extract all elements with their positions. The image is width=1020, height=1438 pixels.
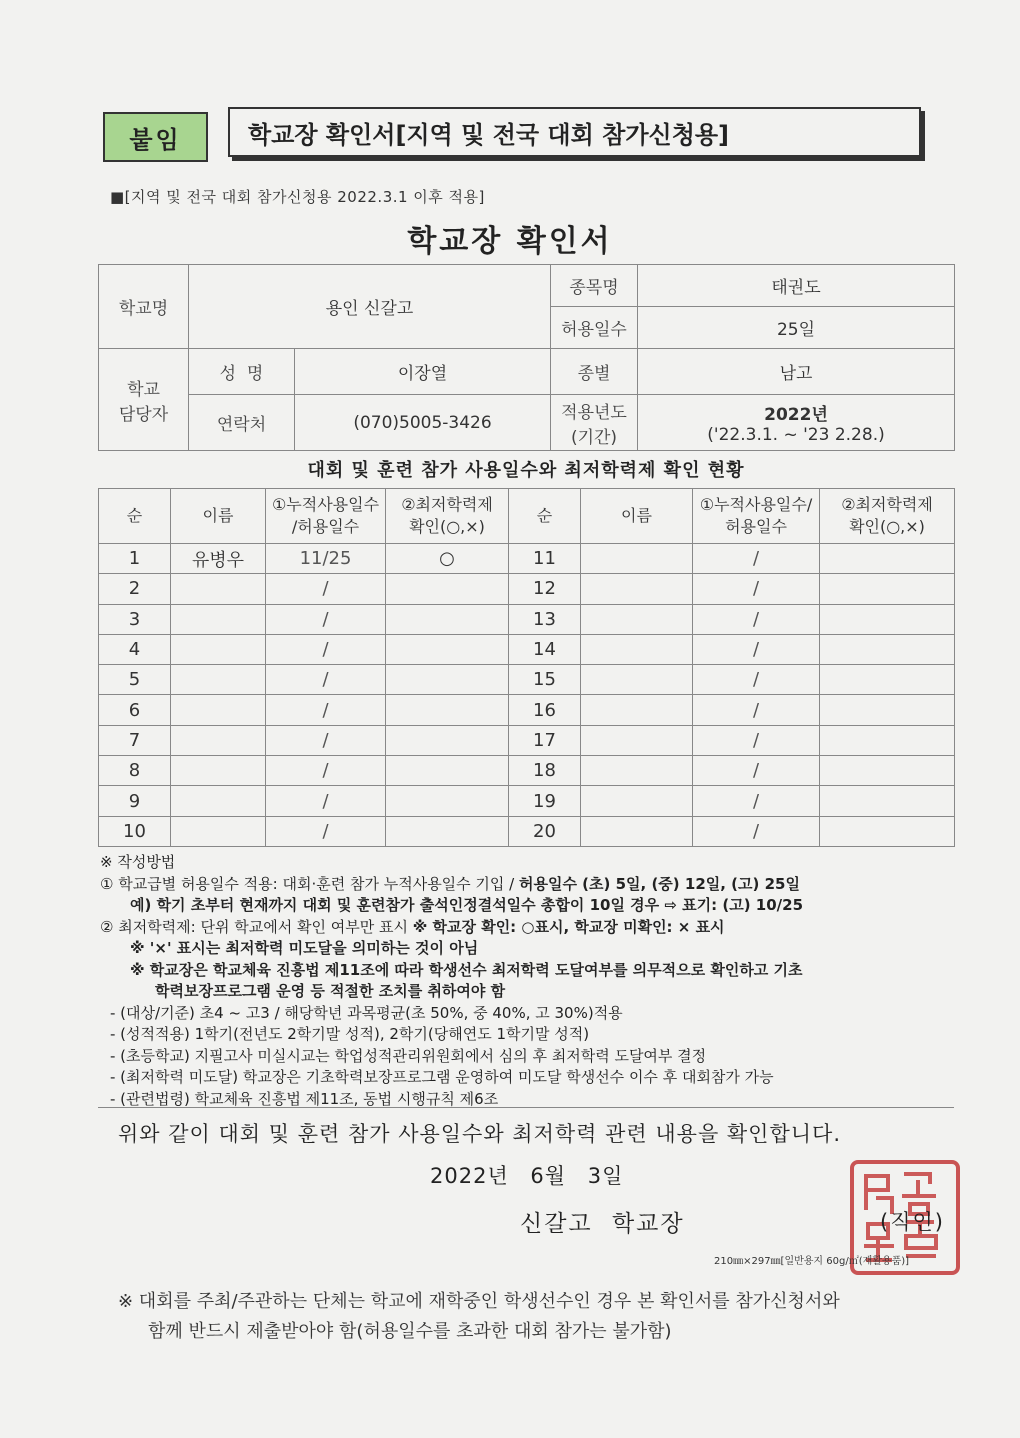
row-days: / bbox=[266, 695, 386, 725]
col-no-header-right: 순 bbox=[509, 489, 581, 544]
name-value: 이장열 bbox=[295, 349, 551, 395]
row-min-check bbox=[386, 574, 509, 604]
note-2 bbox=[100, 917, 960, 939]
row-number: 14 bbox=[509, 634, 581, 664]
col-min-header-right-line1: ②최저학력제 bbox=[841, 495, 933, 515]
col-days-header-right-line1: ①누적사용일수/ bbox=[699, 495, 813, 515]
row-name bbox=[171, 725, 266, 755]
col-days-header-right bbox=[693, 489, 820, 544]
allowed-days-value: 25일 bbox=[638, 307, 955, 349]
manager-label-line1: 학교 bbox=[127, 379, 160, 400]
divider bbox=[98, 1107, 954, 1108]
table-row bbox=[99, 725, 955, 755]
row-number: 3 bbox=[99, 604, 171, 634]
row-number: 18 bbox=[509, 756, 581, 786]
table-row bbox=[99, 604, 955, 634]
submission-note bbox=[118, 1287, 948, 1347]
row-name bbox=[171, 816, 266, 846]
allowed-days-label: 허용일수 bbox=[551, 307, 638, 349]
period-value bbox=[638, 395, 955, 451]
row-min-check bbox=[386, 725, 509, 755]
row-days: / bbox=[693, 756, 820, 786]
row-number: 17 bbox=[509, 725, 581, 755]
table-row bbox=[99, 574, 955, 604]
row-name bbox=[581, 665, 693, 695]
name-label: 성 명 bbox=[189, 349, 295, 395]
table-row bbox=[99, 544, 955, 574]
row-number: 5 bbox=[99, 665, 171, 695]
table-row bbox=[99, 634, 955, 664]
row-number: 20 bbox=[509, 816, 581, 846]
col-days-header-right-line2: 허용일수 bbox=[725, 517, 787, 536]
manager-label-line2: 담당자 bbox=[118, 404, 169, 425]
row-min-check bbox=[820, 695, 955, 725]
row-min-check bbox=[820, 816, 955, 846]
col-min-header-line2: 확인(○,×) bbox=[409, 517, 485, 536]
instructions bbox=[100, 852, 960, 1110]
period-range: ('22.3.1. ~ '23 2.28.) bbox=[707, 425, 885, 445]
row-number: 19 bbox=[509, 786, 581, 816]
row-min-check: ○ bbox=[386, 544, 509, 574]
seal-mark: (직인) bbox=[880, 1210, 945, 1234]
school-name-value: 용인 신갈고 bbox=[189, 265, 551, 349]
row-name bbox=[171, 604, 266, 634]
row-min-check bbox=[820, 665, 955, 695]
contact-label: 연락처 bbox=[189, 395, 295, 451]
row-number: 16 bbox=[509, 695, 581, 725]
school-info-table bbox=[98, 264, 955, 451]
col-no-header: 순 bbox=[99, 489, 171, 544]
table-row bbox=[99, 756, 955, 786]
note-1-text: ① 학교급별 허용일수 적용: 대회·훈련 참가 누적사용일수 기입 / bbox=[100, 874, 519, 893]
detail-2: - (성적적용) 1학기(전년도 2학기말 성적), 2학기(당해연도 1학기말 성적) bbox=[110, 1025, 590, 1043]
row-number: 13 bbox=[509, 604, 581, 634]
row-number: 6 bbox=[99, 695, 171, 725]
row-number: 8 bbox=[99, 756, 171, 786]
row-min-check bbox=[820, 634, 955, 664]
row-name bbox=[171, 786, 266, 816]
row-min-check bbox=[820, 574, 955, 604]
division-label: 종별 bbox=[551, 349, 638, 395]
row-number: 7 bbox=[99, 725, 171, 755]
row-days: / bbox=[266, 574, 386, 604]
row-number: 2 bbox=[99, 574, 171, 604]
row-min-check bbox=[820, 786, 955, 816]
applicability-note: ■[지역 및 전국 대회 참가신청용 2022.3.1 이후 적용] bbox=[110, 188, 485, 206]
row-days: / bbox=[693, 604, 820, 634]
manager-label bbox=[99, 349, 189, 451]
row-days: / bbox=[266, 725, 386, 755]
note-1-example: 예) 학기 초부터 현재까지 대회 및 훈련참가 출석인정결석일수 총합이 10일 경우 ⇨ 표기: (고) 10/25 bbox=[130, 896, 804, 914]
row-min-check bbox=[386, 756, 509, 786]
row-name bbox=[581, 634, 693, 664]
row-name bbox=[171, 665, 266, 695]
sport-value: 태권도 bbox=[638, 265, 955, 307]
row-days: / bbox=[266, 604, 386, 634]
col-min-header-right bbox=[820, 489, 955, 544]
note-1-emphasis: 허용일수 (초) 5일, (중) 12일, (고) 25일 bbox=[519, 874, 800, 893]
row-name bbox=[171, 695, 266, 725]
issue-date: 2022년 6월 3일 bbox=[430, 1164, 624, 1188]
col-name-header: 이름 bbox=[171, 489, 266, 544]
row-min-check bbox=[386, 634, 509, 664]
col-days-header-line1: ①누적사용일수 bbox=[271, 495, 380, 515]
row-name bbox=[581, 574, 693, 604]
row-name bbox=[581, 544, 693, 574]
row-name bbox=[581, 756, 693, 786]
row-days: / bbox=[266, 756, 386, 786]
detail-4: - (최저학력 미도달) 학교장은 기초학력보장프로그램 운영하여 미도달 학생선수 이수 후 대회참가 가능 bbox=[110, 1068, 774, 1086]
document-heading: 학교장 확인서[지역 및 전국 대회 참가신청용] bbox=[228, 107, 921, 157]
submission-note-line1: ※ 대회를 주최/주관하는 단체는 학교에 재학중인 학생선수인 경우 본 확인서를 참가신청서와 bbox=[118, 1291, 840, 1312]
row-min-check bbox=[386, 786, 509, 816]
row-days: / bbox=[693, 786, 820, 816]
row-days: / bbox=[693, 634, 820, 664]
row-name bbox=[581, 604, 693, 634]
notes-heading: ※ 작성방법 bbox=[100, 853, 176, 871]
table-row bbox=[99, 786, 955, 816]
row-number: 15 bbox=[509, 665, 581, 695]
table-row bbox=[99, 816, 955, 846]
row-number: 1 bbox=[99, 544, 171, 574]
school-name-label: 학교명 bbox=[99, 265, 189, 349]
col-days-header-line2: /허용일수 bbox=[291, 517, 360, 536]
row-days: / bbox=[266, 816, 386, 846]
sport-label: 종목명 bbox=[551, 265, 638, 307]
attachment-tag: 붙임 bbox=[103, 112, 208, 162]
division-value: 남고 bbox=[638, 349, 955, 395]
row-name bbox=[581, 816, 693, 846]
detail-1: - (대상/기준) 초4 ~ 고3 / 해당학년 과목평균(초 50%, 중 40%, 고 30%)적용 bbox=[110, 1003, 623, 1022]
row-name bbox=[581, 725, 693, 755]
submission-note-line2: 함께 반드시 제출받아야 함(허용일수를 초과한 대회 참가는 불가함) bbox=[148, 1321, 672, 1342]
row-number: 11 bbox=[509, 544, 581, 574]
table-row bbox=[99, 665, 955, 695]
row-name bbox=[171, 574, 266, 604]
row-days: / bbox=[693, 665, 820, 695]
row-days: / bbox=[693, 816, 820, 846]
row-min-check bbox=[820, 756, 955, 786]
row-name bbox=[171, 634, 266, 664]
page-title: 학교장 확인서 bbox=[407, 224, 613, 259]
row-days: / bbox=[266, 665, 386, 695]
period-label-line2: (기간) bbox=[570, 427, 618, 448]
row-min-check bbox=[386, 695, 509, 725]
table-row bbox=[99, 695, 955, 725]
period-year: 2022년 bbox=[764, 405, 828, 425]
detail-5: - (관련법령) 학교체육 진흥법 제11조, 동법 시행규칙 제6조 bbox=[110, 1089, 499, 1108]
section-title: 대회 및 훈련 참가 사용일수와 최저학력제 확인 현황 bbox=[307, 460, 745, 481]
row-days: / bbox=[693, 695, 820, 725]
col-min-header-right-line2: 확인(○,×) bbox=[849, 517, 925, 536]
col-days-header bbox=[266, 489, 386, 544]
row-min-check bbox=[386, 665, 509, 695]
note-2-text: ② 최저학력제: 단위 학교에서 확인 여부만 표시 bbox=[100, 917, 413, 936]
row-days: / bbox=[693, 574, 820, 604]
row-days: 11/25 bbox=[266, 544, 386, 574]
row-name: 유병우 bbox=[171, 544, 266, 574]
contact-value: (070)5005-3426 bbox=[295, 395, 551, 451]
note-1 bbox=[100, 874, 960, 896]
row-number: 12 bbox=[509, 574, 581, 604]
row-name bbox=[171, 756, 266, 786]
row-days: / bbox=[693, 725, 820, 755]
row-min-check bbox=[820, 725, 955, 755]
row-min-check bbox=[386, 816, 509, 846]
period-label bbox=[551, 395, 638, 451]
period-label-line1: 적용년도 bbox=[561, 402, 627, 423]
signer: 신갈고 학교장 bbox=[520, 1211, 685, 1237]
row-name bbox=[581, 786, 693, 816]
row-min-check bbox=[386, 604, 509, 634]
note-4-cont: 학력보장프로그램 운영 등 적절한 조치를 취하여야 함 bbox=[155, 982, 506, 1000]
col-min-header-line1: ②최저학력제 bbox=[401, 495, 493, 515]
note-3: ※ '×' 표시는 최저학력 미도달을 의미하는 것이 아님 bbox=[130, 939, 479, 957]
detail-3: - (초등학교) 지필고사 미실시교는 학업성적관리위원회에서 심의 후 최저학력 도달여부 결정 bbox=[110, 1046, 707, 1065]
row-number: 10 bbox=[99, 816, 171, 846]
confirmation-statement: 위와 같이 대회 및 훈련 참가 사용일수와 최저학력 관련 내용을 확인합니다. bbox=[118, 1122, 842, 1146]
row-min-check bbox=[820, 544, 955, 574]
row-min-check bbox=[820, 604, 955, 634]
row-days: / bbox=[693, 544, 820, 574]
row-number: 9 bbox=[99, 786, 171, 816]
participation-table bbox=[98, 488, 955, 847]
col-min-header bbox=[386, 489, 509, 544]
row-number: 4 bbox=[99, 634, 171, 664]
row-name bbox=[581, 695, 693, 725]
note-4: ※ 학교장은 학교체육 진흥법 제11조에 따라 학생선수 최저학력 도달여부를 의무적으로 확인하고 기초 bbox=[130, 960, 803, 979]
row-days: / bbox=[266, 634, 386, 664]
col-name-header-right: 이름 bbox=[581, 489, 693, 544]
paper-spec: 210㎜×297㎜[일반용지 60g/㎡(재활용품)] bbox=[714, 1256, 910, 1267]
row-days: / bbox=[266, 786, 386, 816]
note-2-emphasis: ※ 학교장 확인: ○표시, 학교장 미확인: × 표시 bbox=[412, 917, 725, 936]
